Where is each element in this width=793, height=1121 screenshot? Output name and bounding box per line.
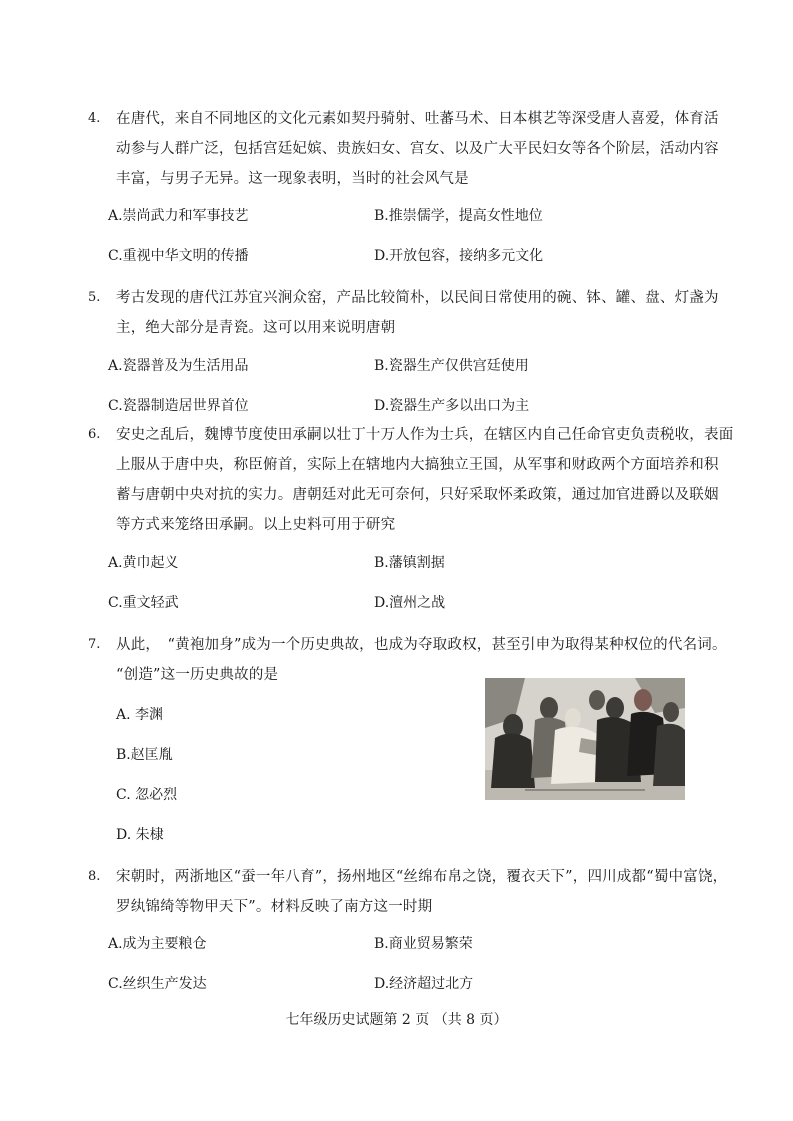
yellow-robe-illustration xyxy=(485,678,685,800)
option-a: A.成为主要粮仓 xyxy=(108,936,207,952)
question-stem xyxy=(116,283,728,343)
option-row xyxy=(108,356,668,376)
option-b: B.藩镇割据 xyxy=(374,555,445,571)
option-b: B.瓷器生产仅供宫廷使用 xyxy=(374,358,529,374)
option-c: C.丝织生产发达 xyxy=(108,976,207,992)
question-8 xyxy=(88,862,728,922)
option-d: D.经济超过北方 xyxy=(374,976,474,992)
option-d: D.澶州之战 xyxy=(374,595,446,611)
option-row xyxy=(108,396,668,416)
stem-line: 安史之乱后，魏博节度使田承嗣以壮丁十万人作为士兵，在辖区内自己任命官吏负责税收，表面 xyxy=(116,427,734,443)
question-stem xyxy=(116,862,728,922)
stem-line: 在唐代，来自不同地区的文化元素如契丹骑射、吐蕃马术、日本棋艺等深受唐人喜爱，体育活 xyxy=(116,111,719,127)
stem-line: 宋朝时，两浙地区“蚕一年八育”，扬州地区“丝绵布帛之饶，覆衣天下”，四川成都“蜀中富饶， xyxy=(116,869,728,885)
question-stem xyxy=(116,104,728,194)
option-b: B.商业贸易繁荣 xyxy=(374,936,473,952)
option-a: A. 李渊 xyxy=(116,707,164,723)
option-d: D. 朱棣 xyxy=(116,827,164,843)
option-row xyxy=(108,593,668,613)
question-stem xyxy=(116,420,734,540)
option-d: D.瓷器生产多以出口为主 xyxy=(374,398,530,414)
option-c: C.瓷器制造居世界首位 xyxy=(108,398,249,414)
page-footer: 七年级历史试题第 2 页 （共 8 页） xyxy=(285,1012,508,1028)
option-row xyxy=(108,934,668,954)
stem-line: 动参与人群广泛，包括宫廷妃嫔、贵族妇女、宫女、以及广大平民妇女等各个阶层，活动内容 xyxy=(116,141,719,157)
option-row xyxy=(108,246,668,266)
option-d: D.开放包容，接纳多元文化 xyxy=(374,248,544,264)
option-a: A.黄巾起义 xyxy=(108,555,179,571)
option-b: B.推崇儒学，提高女性地位 xyxy=(374,208,543,224)
question-number: 5. xyxy=(88,290,101,305)
option-c: C. 忽必烈 xyxy=(116,787,178,803)
option-row xyxy=(108,974,668,994)
stem-line: 主，绝大部分是青瓷。这可以用来说明唐朝 xyxy=(116,320,396,336)
option-c: C.重文轻武 xyxy=(108,595,179,611)
stem-line: 丰富，与男子无异。这一现象表明，当时的社会风气是 xyxy=(116,171,469,187)
question-5 xyxy=(88,283,728,343)
stem-line: 蓄与唐朝中央对抗的实力。唐朝廷对此无可奈何，只好采取怀柔政策，通过加官进爵以及联姻 xyxy=(116,487,719,503)
option-c: C.重视中华文明的传播 xyxy=(108,248,249,264)
option-row xyxy=(108,553,668,573)
question-number: 8. xyxy=(88,869,101,884)
question-number: 4. xyxy=(88,111,101,126)
option-a: A.瓷器普及为生活用品 xyxy=(108,358,249,374)
stem-line: “创造”这一历史典故的是 xyxy=(116,667,279,683)
illustration-image xyxy=(485,678,685,800)
stem-line: 上服从于唐中央，称臣俯首，实际上在辖地内大搞独立王国，从军事和财政两个方面培养和积 xyxy=(116,457,719,473)
question-number: 7. xyxy=(88,637,101,652)
option-b: B.赵匡胤 xyxy=(116,747,173,763)
question-4 xyxy=(88,104,728,194)
stem-line: 从此， “黄袍加身”成为一个历史典故，也成为夺取政权，甚至引申为取得某种权位的代名词。 xyxy=(116,637,727,653)
stem-line: 考古发现的唐代江苏宜兴涧众窑，产品比较简朴，以民间日常使用的碗、钵、罐、盘、灯盏为 xyxy=(116,290,719,306)
question-number: 6. xyxy=(88,427,101,442)
stem-line: 等方式来笼络田承嗣。以上史料可用于研究 xyxy=(116,517,396,533)
stem-line: 罗纨锦绮等物甲天下”。材料反映了南方这一时期 xyxy=(116,899,433,915)
option-row xyxy=(108,206,668,226)
question-6 xyxy=(88,420,734,540)
option-a: A.崇尚武力和军事技艺 xyxy=(108,208,249,224)
